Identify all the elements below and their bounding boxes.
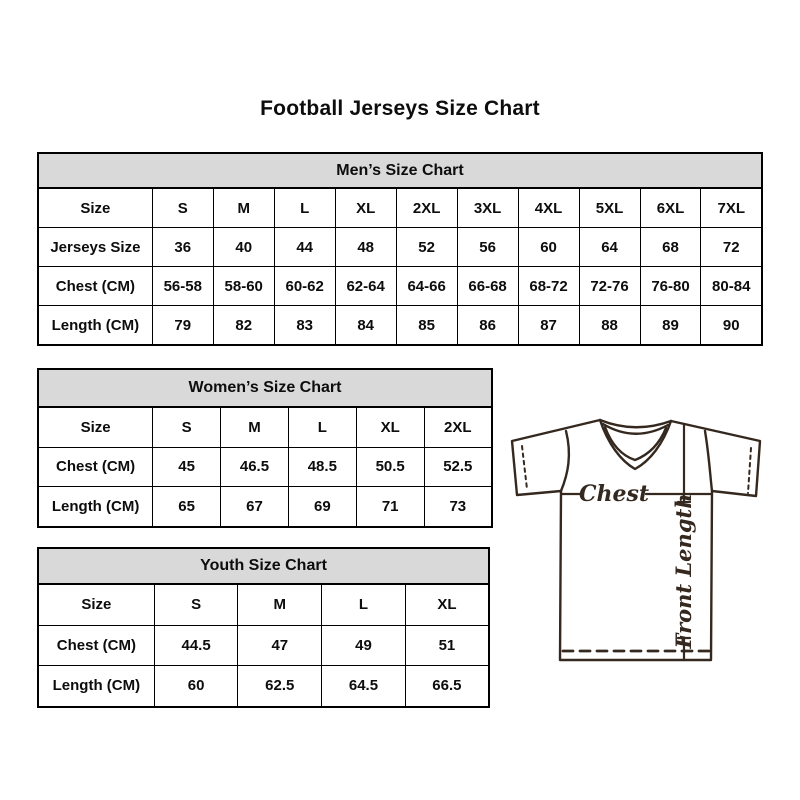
table-row	[38, 228, 762, 267]
value-cell: 80-84	[701, 267, 762, 306]
row-label-cell: Length (CM)	[38, 487, 153, 527]
value-cell: M	[213, 188, 274, 228]
row-label-cell: Length (CM)	[38, 666, 154, 707]
value-cell: 68	[640, 228, 701, 267]
value-cell: 86	[457, 306, 518, 346]
value-cell: 76-80	[640, 267, 701, 306]
value-cell: L	[274, 188, 335, 228]
value-cell: 66-68	[457, 267, 518, 306]
value-cell: 64	[579, 228, 640, 267]
value-cell: 85	[396, 306, 457, 346]
jersey-collar	[600, 420, 671, 469]
value-cell: 88	[579, 306, 640, 346]
value-cell: 84	[335, 306, 396, 346]
row-label-cell: Length (CM)	[38, 306, 152, 346]
jersey-measurement-diagram	[504, 410, 770, 676]
value-cell: 5XL	[579, 188, 640, 228]
value-cell: 36	[152, 228, 213, 267]
row-label-cell: Size	[38, 407, 153, 447]
value-cell: 45	[153, 447, 221, 487]
value-cell: S	[154, 584, 238, 625]
value-cell: 47	[238, 625, 322, 666]
value-cell: XL	[335, 188, 396, 228]
youth-size-chart	[37, 547, 490, 708]
table-row	[38, 625, 489, 666]
row-label-cell: Size	[38, 188, 152, 228]
value-cell: XL	[356, 407, 424, 447]
value-cell: 3XL	[457, 188, 518, 228]
value-cell: 60	[154, 666, 238, 707]
row-label-cell: Chest (CM)	[38, 267, 152, 306]
womens-size-table	[37, 406, 493, 528]
value-cell: 7XL	[701, 188, 762, 228]
value-cell: 4XL	[518, 188, 579, 228]
table-row	[38, 407, 492, 447]
value-cell: 87	[518, 306, 579, 346]
value-cell: 71	[356, 487, 424, 527]
value-cell: 83	[274, 306, 335, 346]
value-cell: 64.5	[322, 666, 406, 707]
table-row	[38, 487, 492, 527]
value-cell: 48	[335, 228, 396, 267]
value-cell: M	[221, 407, 289, 447]
value-cell: 44.5	[154, 625, 238, 666]
row-label-cell: Chest (CM)	[38, 625, 154, 666]
mens-size-chart	[37, 152, 763, 346]
youth-chart-title: Youth Size Chart	[37, 547, 490, 585]
value-cell: 66.5	[405, 666, 489, 707]
youth-size-table	[37, 583, 490, 708]
womens-size-chart	[37, 368, 493, 528]
value-cell: 73	[424, 487, 492, 527]
value-cell: 65	[153, 487, 221, 527]
row-label-cell: Chest (CM)	[38, 447, 153, 487]
row-label-cell: Jerseys Size	[38, 228, 152, 267]
table-row	[38, 188, 762, 228]
value-cell: 62.5	[238, 666, 322, 707]
value-cell: 40	[213, 228, 274, 267]
value-cell: 60-62	[274, 267, 335, 306]
value-cell: 58-60	[213, 267, 274, 306]
value-cell: S	[153, 407, 221, 447]
value-cell: 50.5	[356, 447, 424, 487]
value-cell: 52.5	[424, 447, 492, 487]
value-cell: L	[288, 407, 356, 447]
value-cell: 6XL	[640, 188, 701, 228]
value-cell: 2XL	[396, 188, 457, 228]
value-cell: 67	[221, 487, 289, 527]
table-row	[38, 267, 762, 306]
value-cell: 52	[396, 228, 457, 267]
mens-size-table	[37, 187, 763, 346]
mens-chart-title: Men’s Size Chart	[37, 152, 763, 189]
value-cell: 46.5	[221, 447, 289, 487]
page-title: Football Jerseys Size Chart	[260, 97, 540, 120]
table-row	[38, 447, 492, 487]
value-cell: 60	[518, 228, 579, 267]
value-cell: 82	[213, 306, 274, 346]
value-cell: 69	[288, 487, 356, 527]
value-cell: XL	[405, 584, 489, 625]
value-cell: L	[322, 584, 406, 625]
value-cell: 64-66	[396, 267, 457, 306]
value-cell: 51	[405, 625, 489, 666]
value-cell: 72-76	[579, 267, 640, 306]
front-length-label: Front Length	[671, 493, 696, 649]
value-cell: 89	[640, 306, 701, 346]
value-cell: 2XL	[424, 407, 492, 447]
value-cell: S	[152, 188, 213, 228]
womens-chart-title: Women’s Size Chart	[37, 368, 493, 408]
value-cell: 49	[322, 625, 406, 666]
value-cell: 90	[701, 306, 762, 346]
value-cell: 68-72	[518, 267, 579, 306]
table-row	[38, 584, 489, 625]
value-cell: 44	[274, 228, 335, 267]
table-row	[38, 306, 762, 346]
value-cell: 79	[152, 306, 213, 346]
value-cell: M	[238, 584, 322, 625]
value-cell: 48.5	[288, 447, 356, 487]
value-cell: 72	[701, 228, 762, 267]
value-cell: 62-64	[335, 267, 396, 306]
value-cell: 56-58	[152, 267, 213, 306]
value-cell: 56	[457, 228, 518, 267]
table-row	[38, 666, 489, 707]
row-label-cell: Size	[38, 584, 154, 625]
chest-label: Chest	[578, 481, 650, 507]
